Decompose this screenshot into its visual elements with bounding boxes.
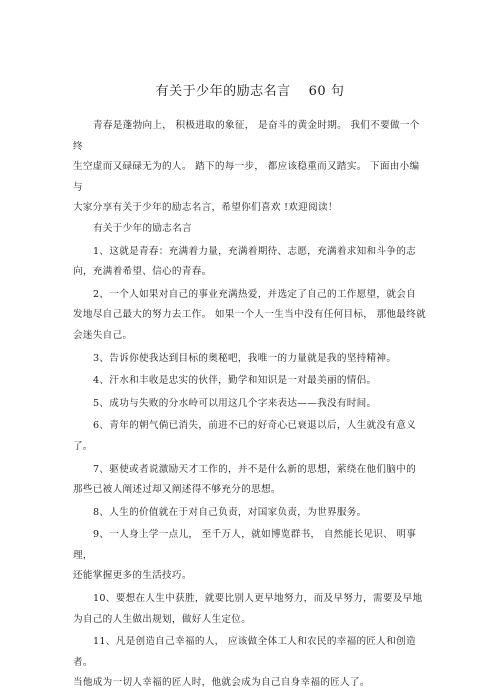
quote-item: 7、驱使或者说激励天才工作的，并不是什么新的思想，萦绕在他们脑中的 bbox=[93, 463, 417, 475]
quote-item: 6、青年的朝气倘已消失，前进不已的好奇心已衰退以后，人生就没有意义 bbox=[93, 420, 417, 432]
intro-line: 青春是蓬勃向上， 积极进取的象征， 是奋斗的黄金时期。 我们不要做一个终 bbox=[73, 120, 420, 152]
quote-item: 为自己的人生做出规划，做好人生定位。 bbox=[73, 613, 252, 625]
quote-item: 当他成为一切人幸福的匠人时，他就会成为自己自身幸福的匠人了。 bbox=[73, 677, 370, 689]
subheading: 有关于少年的励志名言 bbox=[93, 222, 192, 234]
title-count: 60 句 bbox=[308, 84, 345, 99]
quote-item: 还能掌握更多的生活技巧。 bbox=[73, 570, 192, 582]
quote-item: 9、一人身上学一点儿， 至千万人，就如博览群书， 自然能长见识、 明事理， bbox=[73, 529, 417, 561]
quote-item: 8、人生的价值就在于对自己负责，对国家负责，为世界服务。 bbox=[93, 506, 367, 518]
quote-item: 2、一个人如果对自己的事业充满热爱，并选定了自己的工作愿望，就会自 bbox=[93, 288, 417, 300]
quote-item: 1、这就是青春：充满着力量，充满着期待、志愿，充满着求知和斗争的志 bbox=[93, 245, 417, 257]
title-text: 有关于少年的励志名言 bbox=[155, 84, 291, 99]
quote-item: 4、汗水和丰收是忠实的伙伴，勤学和知识是一对最美丽的情侣。 bbox=[93, 375, 377, 387]
quote-item: 了。 bbox=[73, 440, 93, 452]
intro-line: 大家分享有关于少年的励志名言，希望你们喜欢 !欢迎阅读！ bbox=[73, 202, 338, 214]
quote-item: 那些已被人阐述过却又阐述得不够充分的思想。 bbox=[73, 484, 281, 496]
quote-item: 11、凡是创造自己幸福的人， 应该做全体工人和农民的幸福的匠人和创造者。 bbox=[73, 636, 416, 668]
document-body bbox=[73, 116, 429, 694]
quote-item: 5、成功与失败的分水岭可以用这几个字来表达——我没有时间。 bbox=[93, 397, 377, 409]
intro-line: 生空虚而又碌碌无为的人。 踏下的每一步， 都应该稳重而又踏实。 下面由小编与 bbox=[73, 161, 420, 193]
quote-item: 向，充满着希望、信心的青春。 bbox=[73, 266, 212, 278]
document-title bbox=[0, 80, 500, 99]
quote-item: 10、要想在人生中获胜，就要比别人更早地努力，而及早努力，需要及早地 bbox=[93, 593, 423, 605]
quote-item: 发地尽自己最大的努力去工作。 如果一个人一生当中没有任何目标， 那他最终就 bbox=[73, 309, 426, 321]
quote-item: 会迷失自己。 bbox=[73, 329, 133, 341]
quote-item: 3、告诉你使我达到目标的奥秘吧，我唯一的力量就是我的坚持精神。 bbox=[93, 352, 397, 364]
